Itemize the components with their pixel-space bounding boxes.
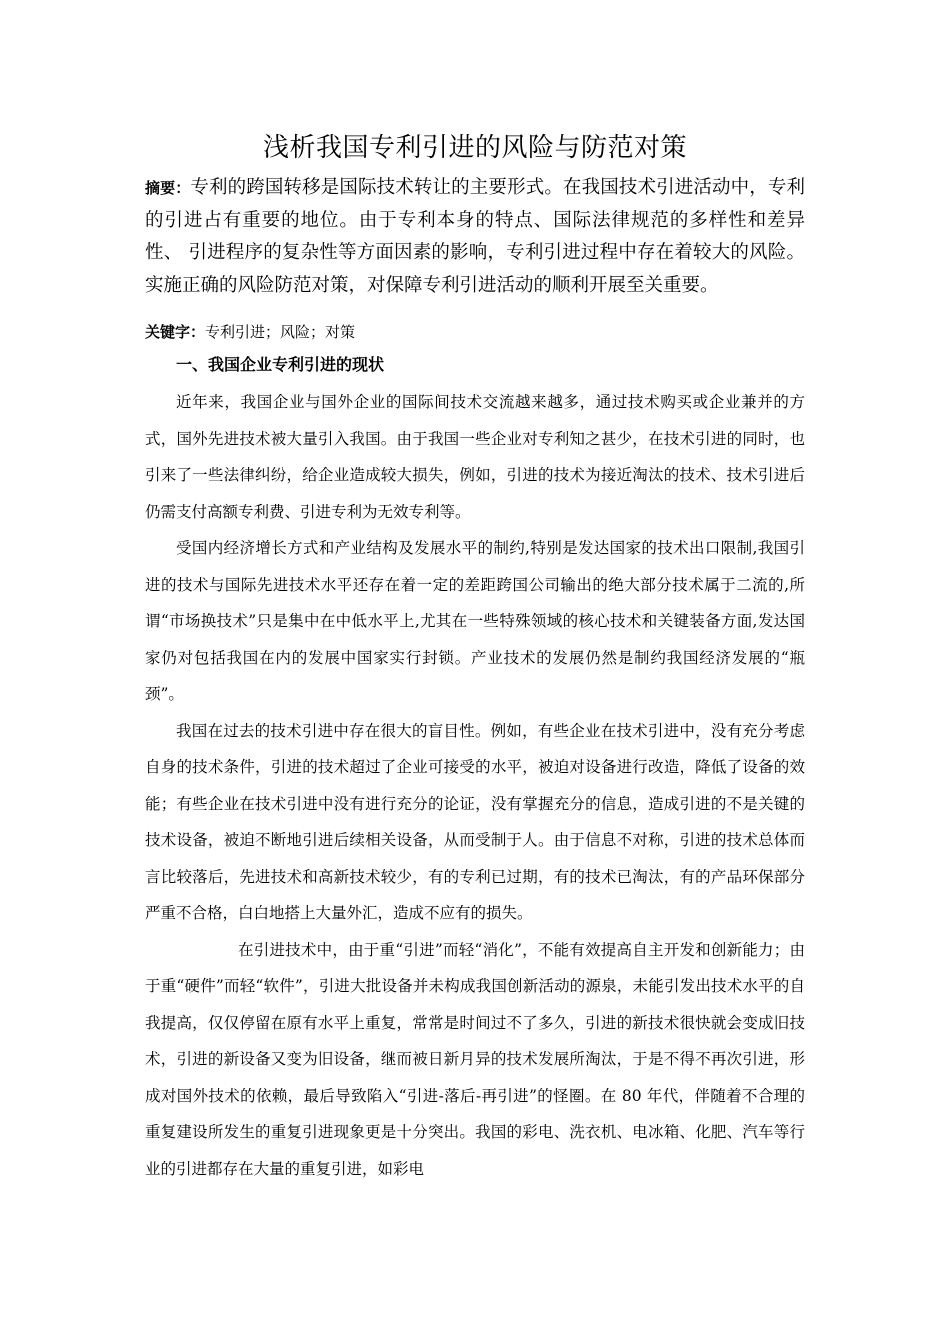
abstract-text: 专利的跨国转移是国际技术转让的主要形式。在我国技术引进活动中，专利的引进占有重要的地位。由于专利本身的特点、国际法律规范的多样性和差异性、 引进程序的复杂性等方面因素的影响，专利引进过程中存在着较大的风险。实施正确的风险防范对策，对保障专利引进活动的顺利开展至关重要。 — [145, 177, 805, 296]
keywords-text: 专利引进；风险；对策 — [205, 323, 356, 341]
section-heading: 一、我国企业专利引进的现状 — [176, 355, 385, 374]
paragraph-3: 我国在过去的技术引进中存在很大的盲目性。例如，有些企业在技术引进中，没有充分考虑自身的技术条件，引进的技术超过了企业可接受的水平，被迫对设备进行改造，降低了设备的效能；有些企业在技术引进中没有进行充分的论证，没有掌握充分的信息，造成引进的不是关键的技术设备，被迫不断地引进后续相关设备，从而受制于人。由于信息不对称，引进的技术总体而言比较落后，先进技术和高新技术较少，有的专利已过期，有的技术已淘汰，有的产品环保部分严重不合格，白白地搭上大量外汇，造成不应有的损失。 — [145, 721, 805, 922]
paragraph-4: 在引进技术中，由于重“引进”而轻“消化”，不能有效提高自主开发和创新能力；由于重“硬件”而轻“软件”，引进大批设备并未构成我国创新活动的源泉，未能引发出技术水平的自我提高，仅仅停留在原有水平上重复，常常是时间过不了多久，引进的新技术很快就会变成旧技术，引进的新设备又变为旧设备，继而被日新月异的技术发展所淘汰，于是不得不再次引进，形成对国外技术的依赖，最后导致陷入“引进-落后-再引进”的怪圈。在 80 年代，伴随着不合理的重复建设所发生的重复引进现象更是十分突出。我国的彩电、洗衣机、电冰箱、化肥、汽车等行业的引进都存在大量的重复引进，如彩电 — [145, 940, 805, 1178]
paragraph-2: 受国内经济增长方式和产业结构及发展水平的制约,特别是发达国家的技术出口限制,我国引进的技术与国际先进技术水平还存在着一定的差距跨国公司输出的绝大部分技术属于二流的,所谓“市场换技术”只是集中在中低水平上,尤其在一些特殊领域的核心技术和关键装备方面,发达国家仍对包括我国在内的发展中国家实行封锁。产业技术的发展仍然是制约我国经济发展的“瓶颈”。 — [145, 539, 805, 703]
abstract — [145, 172, 805, 302]
paper-title: 浅析我国专利引进的风险与防范对策 — [262, 133, 687, 163]
abstract-label: 摘要： — [145, 179, 191, 197]
paragraph-1: 近年来，我国企业与国外企业的国际间技术交流越来越多，通过技术购买或企业兼并的方式，国外先进技术被大量引入我国。由于我国一些企业对专利知之甚少，在技术引进的同时，也引来了一些法律纠纷，给企业造成较大损失，例如，引进的技术为接近淘汰的技术、技术引进后仍需支付高额专利费、引进专利为无效专利等。 — [145, 393, 805, 521]
section-body — [145, 384, 805, 1187]
keywords — [145, 318, 805, 346]
keywords-label: 关键字： — [145, 323, 206, 341]
